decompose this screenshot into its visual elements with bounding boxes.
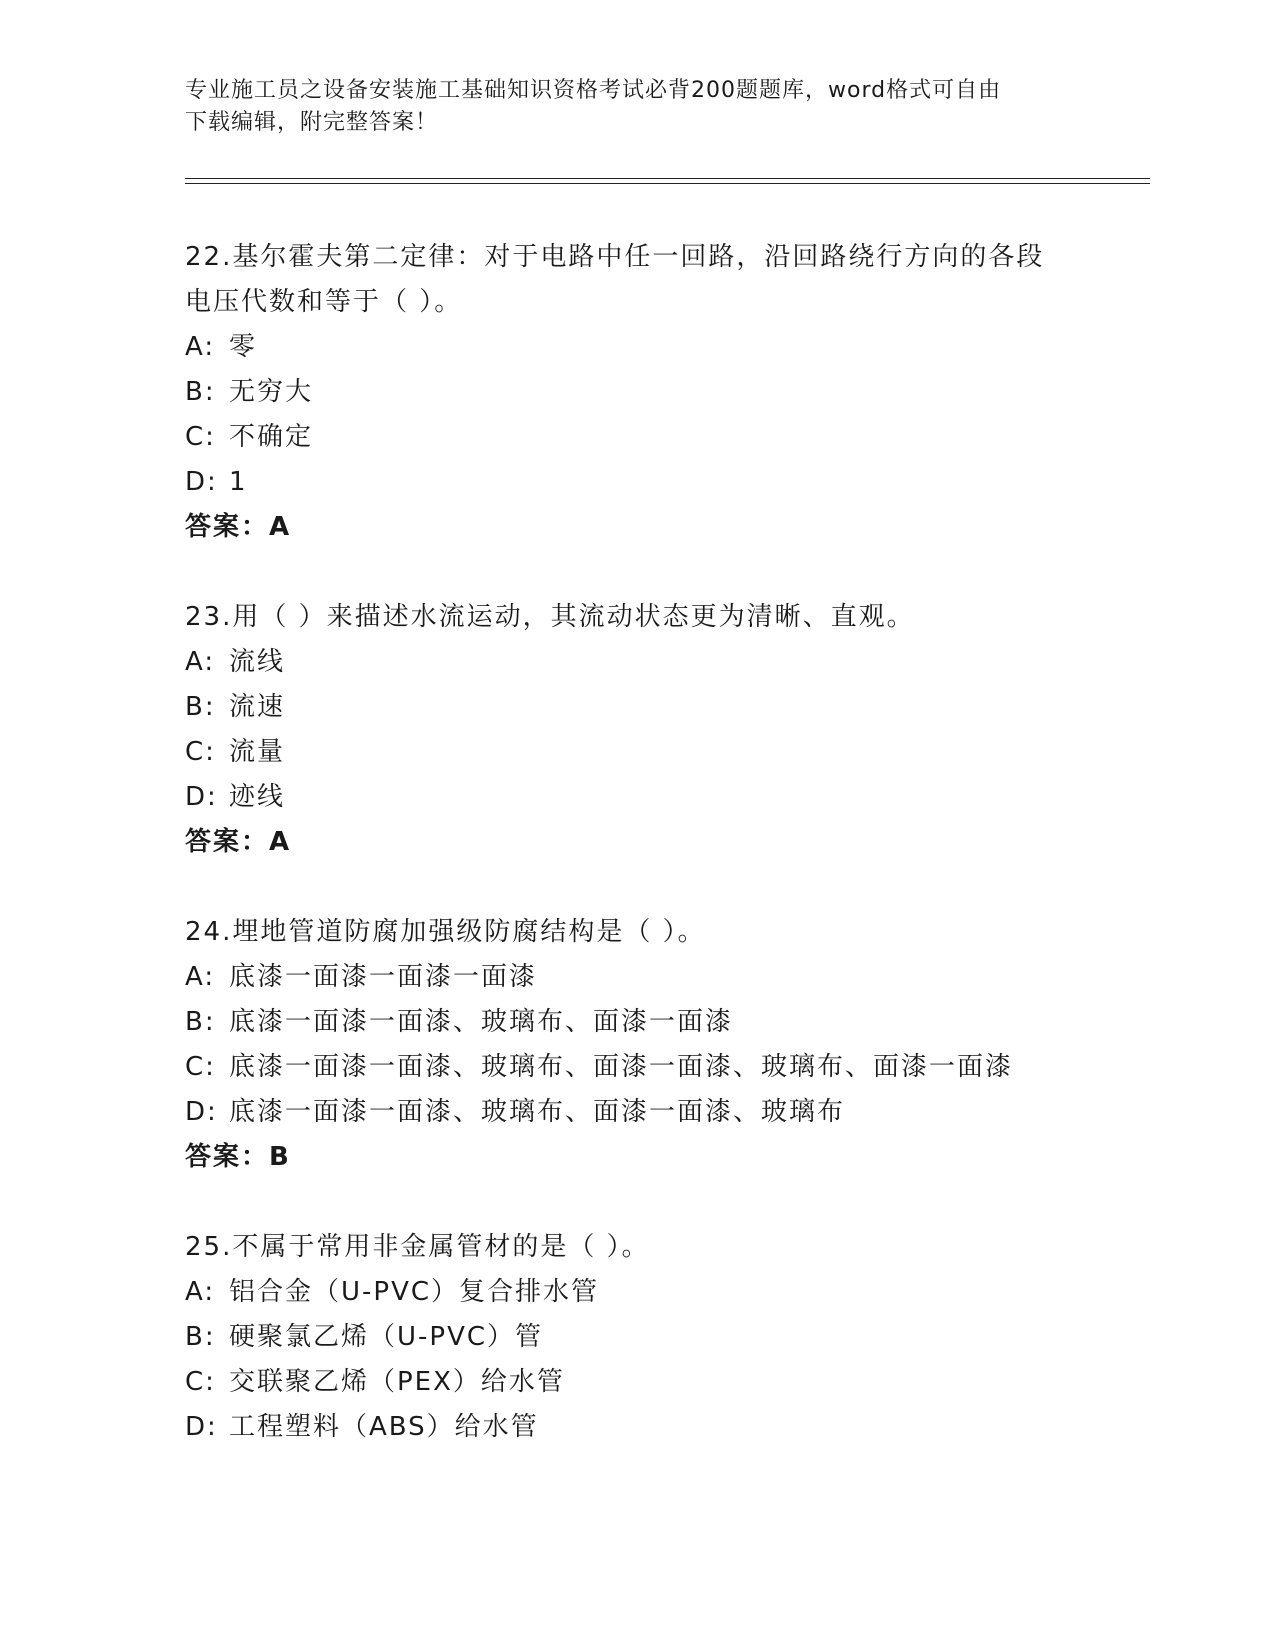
question-text: 25.不属于常用非金属管材的是（ ）。 [185,1232,650,1262]
question-24 [185,910,1145,1180]
option-text: 1 [229,467,248,497]
option-letter: D: [185,467,218,497]
option-d [185,1405,1145,1450]
option-b [185,1315,1145,1360]
answer-value: B [269,1142,291,1172]
option-letter: B: [185,1007,216,1037]
option-text: 不确定 [229,422,314,452]
option-letter: D: [185,1097,218,1127]
option-letter: C: [185,422,216,452]
option-text: 底漆一面漆一面漆、玻璃布、面漆一面漆、玻璃布 [229,1097,846,1127]
question-list [185,235,1145,1495]
option-d [185,460,1145,505]
option-text: 流线 [229,647,286,677]
option-b [185,370,1145,415]
answer-label: 答案： [185,827,270,857]
question-22 [185,235,1145,550]
answer-line [185,820,1145,865]
question-25 [185,1225,1145,1450]
option-letter: B: [185,377,216,407]
question-text: 24.埋地管道防腐加强级防腐结构是（ ）。 [185,917,706,947]
option-text: 底漆一面漆一面漆一面漆 [229,962,538,992]
option-text: 工程塑料（ABS）给水管 [229,1412,539,1442]
option-text: 底漆一面漆一面漆、玻璃布、面漆一面漆 [229,1007,734,1037]
option-text: 零 [229,332,258,362]
option-a [185,640,1145,685]
option-letter: D: [185,782,218,812]
question-23 [185,595,1145,865]
header-divider-top [185,178,1150,179]
option-c [185,730,1145,775]
option-text: 铝合金（U-PVC）复合排水管 [229,1277,600,1307]
option-d [185,1090,1145,1135]
option-text: 迹线 [229,782,286,812]
header-line-2: 下载编辑，附完整答案！ [185,110,439,135]
option-letter: C: [185,1052,216,1082]
option-text: 流量 [229,737,286,767]
answer-line [185,505,1145,550]
option-b [185,685,1145,730]
document-header [185,75,1065,139]
option-d [185,775,1145,820]
option-letter: A: [185,962,216,992]
option-b [185,1000,1145,1045]
question-text-continued: 电压代数和等于（ ）。 [185,287,463,317]
option-letter: C: [185,1367,216,1397]
option-letter: B: [185,1322,216,1352]
option-c [185,1360,1145,1405]
question-text: 23.用（ ）来描述水流运动，其流动状态更为清晰、直观。 [185,602,915,632]
option-c [185,1045,1145,1090]
option-letter: C: [185,737,216,767]
header-line-1: 专业施工员之设备安装施工基础知识资格考试必背200题题库，word格式可自由 [185,78,1002,103]
option-a [185,955,1145,1000]
option-letter: D: [185,1412,218,1442]
answer-label: 答案： [185,1142,270,1172]
option-c [185,415,1145,460]
answer-value: A [269,827,292,857]
option-a [185,1270,1145,1315]
option-text: 交联聚乙烯（PEX）给水管 [229,1367,565,1397]
option-text: 底漆一面漆一面漆、玻璃布、面漆一面漆、玻璃布、面漆一面漆 [229,1052,1014,1082]
option-letter: B: [185,692,216,722]
option-text: 无穷大 [229,377,314,407]
question-text: 22.基尔霍夫第二定律：对于电路中任一回路，沿回路绕行方向的各段 [185,242,1045,272]
option-a [185,325,1145,370]
option-text: 硬聚氯乙烯（U-PVC）管 [229,1322,544,1352]
option-letter: A: [185,647,216,677]
answer-label: 答案： [185,512,270,542]
option-letter: A: [185,332,216,362]
option-letter: A: [185,1277,216,1307]
answer-line [185,1135,1145,1180]
answer-value: A [269,512,292,542]
header-divider-bottom [185,183,1150,184]
option-text: 流速 [229,692,286,722]
